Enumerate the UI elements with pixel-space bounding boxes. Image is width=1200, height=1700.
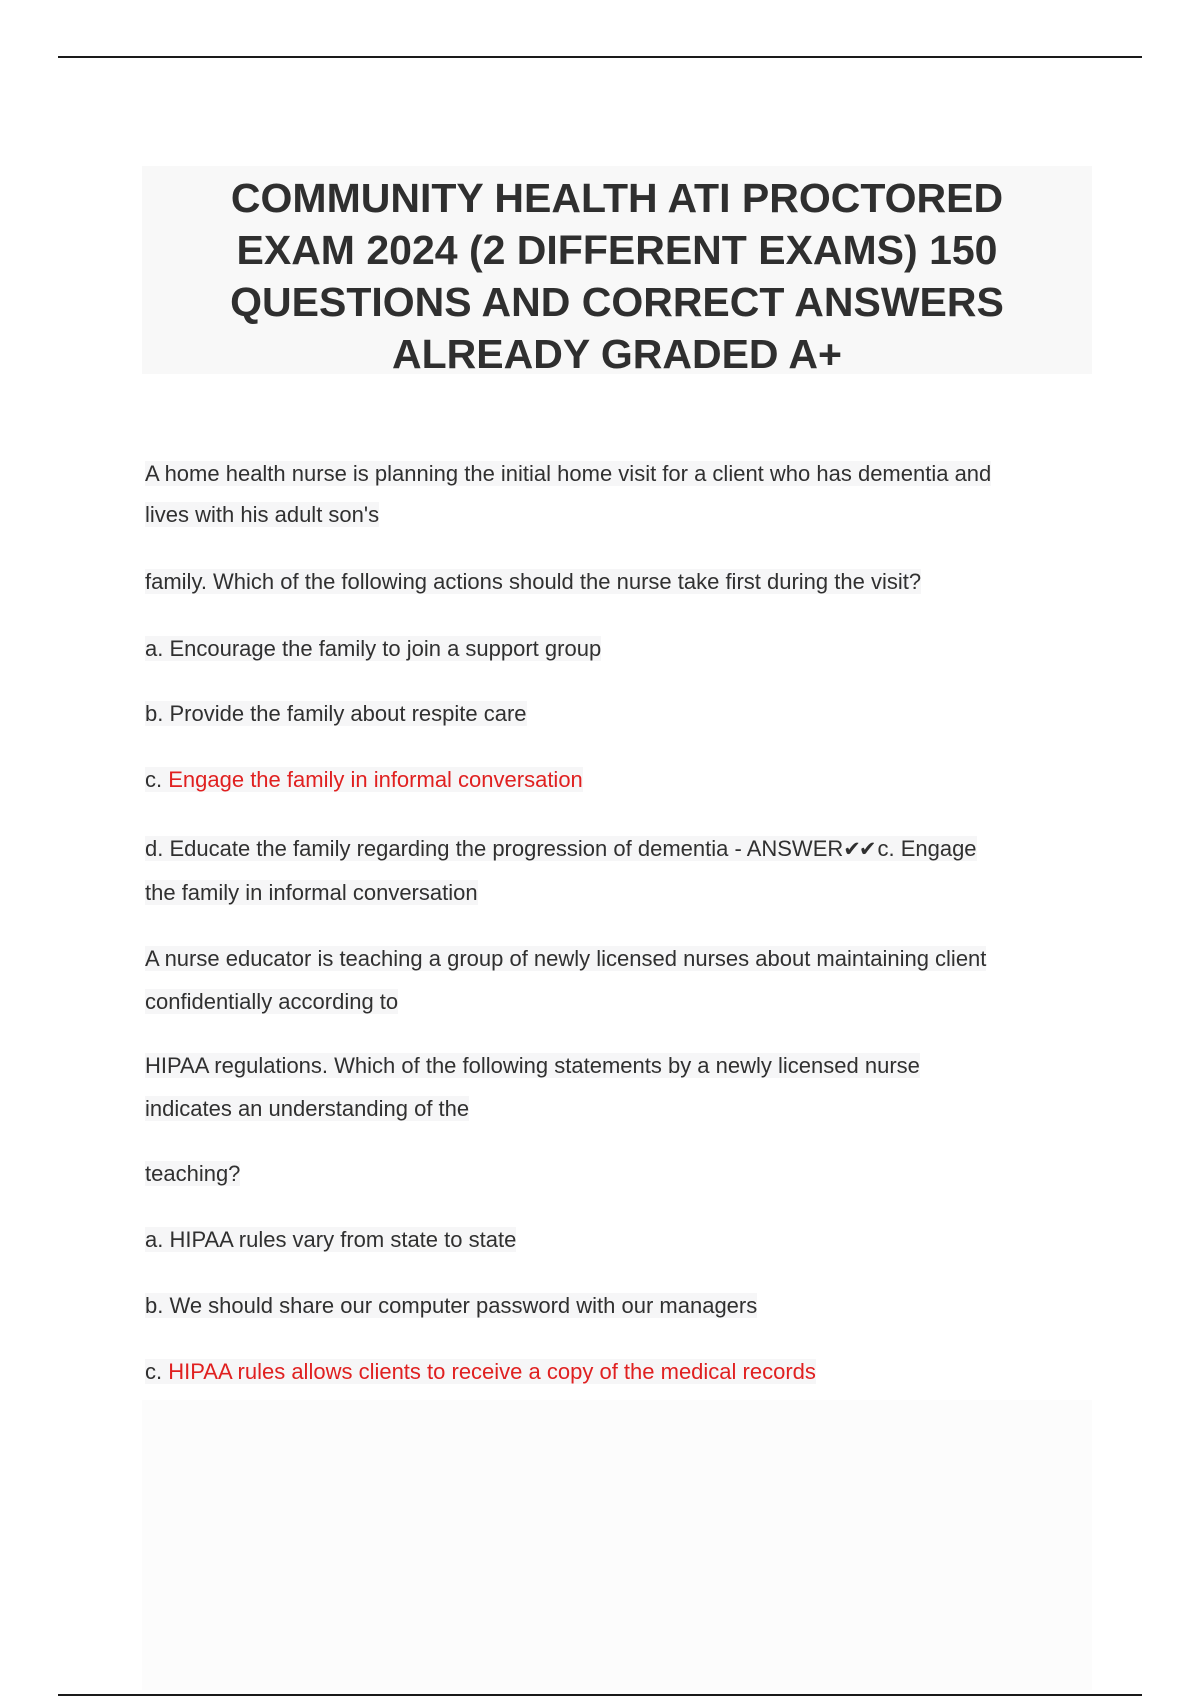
question-1-option-c-correct: c. Engage the family in informal conversation <box>145 767 583 792</box>
page-background-shade <box>142 1400 1092 1690</box>
title-line: QUESTIONS AND CORRECT ANSWERS <box>230 279 1004 325</box>
document-title <box>142 166 1092 380</box>
title-line: ALREADY GRADED A+ <box>392 331 842 377</box>
question-2-option-b: b. We should share our computer password with our managers <box>145 1293 758 1318</box>
question-1-option-b: b. Provide the family about respite care <box>145 701 527 726</box>
top-rule <box>58 56 1142 58</box>
correct-answer-text: HIPAA rules allows clients to receive a copy of the medical records <box>168 1359 816 1384</box>
question-1-answer-continuation: the family in informal conversation <box>145 880 478 905</box>
question-2-stem-line: HIPAA regulations. Which of the following statements by a newly licensed nurse <box>145 1053 920 1078</box>
question-1-stem-line: lives with his adult son's <box>145 502 380 527</box>
question-2-stem-line: confidentially according to <box>145 989 399 1014</box>
bottom-rule <box>58 1694 1142 1696</box>
title-line: COMMUNITY HEALTH ATI PROCTORED <box>230 175 1004 221</box>
question-2-option-c-correct: c. HIPAA rules allows clients to receive a copy of the medical records <box>145 1359 816 1384</box>
title-block <box>142 166 1092 377</box>
question-1-option-a: a. Encourage the family to join a support group <box>145 636 602 661</box>
question-2-stem-line: teaching? <box>145 1161 241 1186</box>
question-2-stem-line: indicates an understanding of the <box>145 1096 470 1121</box>
question-2-option-a: a. HIPAA rules vary from state to state <box>145 1227 517 1252</box>
question-1-option-d: d. Educate the family regarding the progression of dementia - ANSWER✔✔ c. Engage <box>145 836 977 861</box>
title-line: EXAM 2024 (2 DIFFERENT EXAMS) 150 <box>236 227 998 273</box>
question-2-stem-line: A nurse educator is teaching a group of newly licensed nurses about maintaining client <box>145 946 987 971</box>
double-check-icon: ✔✔ <box>843 837 875 861</box>
question-1-stem-line: A home health nurse is planning the initial home visit for a client who has dementia and <box>145 461 992 486</box>
question-1-stem-line: family. Which of the following actions should the nurse take first during the visit? <box>145 569 922 594</box>
correct-answer-text: Engage the family in informal conversation <box>168 767 583 792</box>
